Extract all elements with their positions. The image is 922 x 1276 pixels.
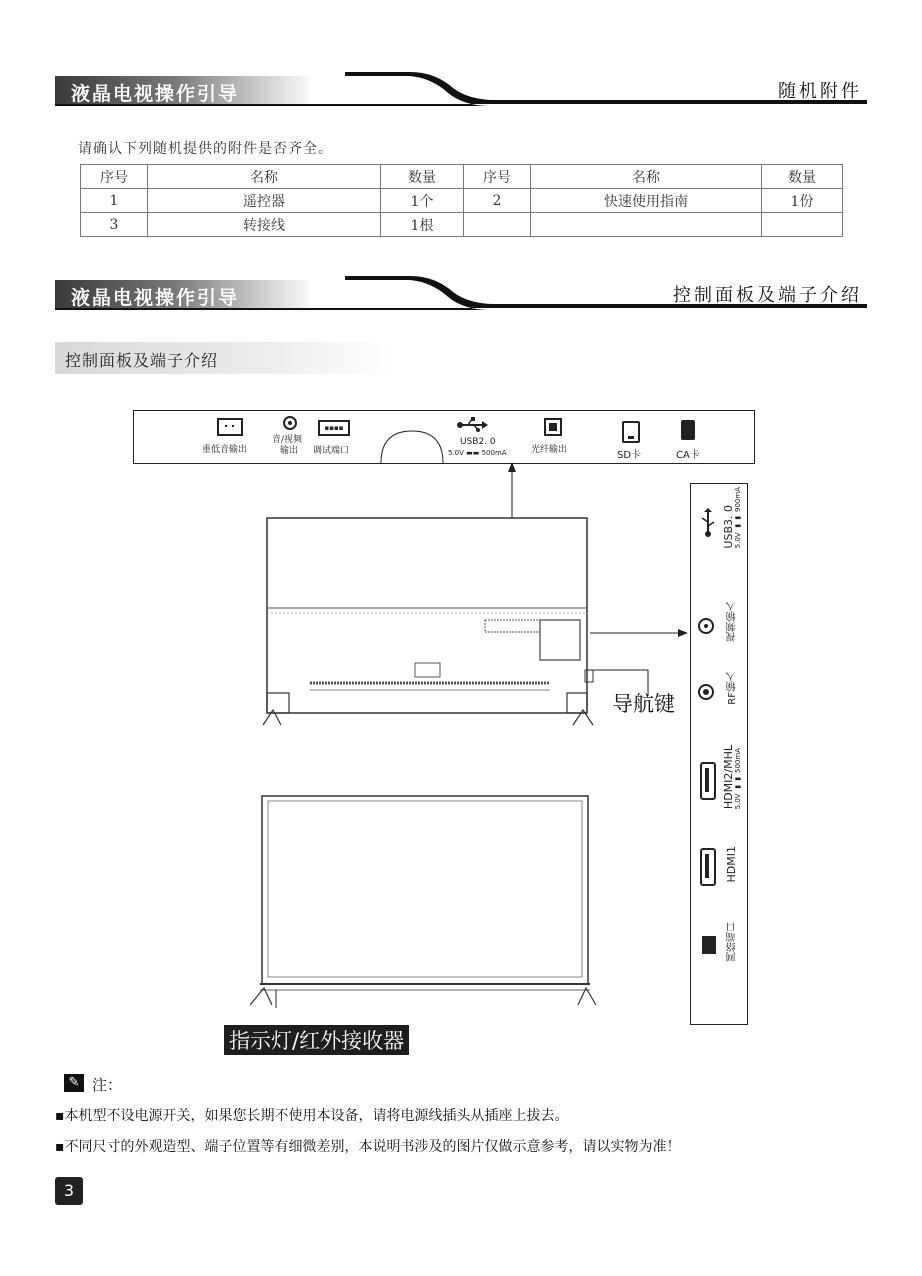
page-number: 3 [55,1177,83,1205]
hdmi1-label: HDMI1 [725,846,738,883]
rf-in-jack-icon [698,684,714,700]
table-cell [762,213,843,237]
network-label: 网络端口 [727,922,738,962]
note-title: 注： [92,1076,123,1094]
section-header-title: 液晶电视操作引导 [71,83,240,105]
usb3-power-label: 5.0V ▬▬ 900mA [734,487,742,549]
nav-key-label: 导航键 [612,692,675,716]
table-header: 名称 [148,165,381,189]
tv-front-illustration [250,793,600,1008]
network-port-icon [702,936,716,954]
subheader-title: 控制面板及端子介绍 [65,351,219,370]
table-cell: 3 [81,213,148,237]
table-cell: 2 [464,189,531,213]
av-out-label: 输出 [280,446,299,456]
sd-card-icon [622,421,640,443]
table-header: 序号 [81,165,148,189]
ca-card-icon [681,420,695,440]
note-line: ▪不同尺寸的外观造型、端子位置等有细微差别，本说明书涉及的图片仅做示意参考，请以实物为准！ [55,1139,681,1155]
tv-back-illustration [255,515,605,730]
debug-port-label: 调试端口 [313,446,350,456]
sd-card-label: SD卡 [617,450,642,461]
note-pencil-icon: ✎ [64,1074,84,1092]
panel-notch [379,429,445,463]
table-header: 名称 [531,165,762,189]
rf-in-label: RF输入 [727,672,738,705]
section-header-right: 随机附件 [778,81,862,102]
table-cell: 转接线 [148,213,381,237]
table-header: 序号 [464,165,531,189]
section-header-right: 控制面板及端子介绍 [673,285,862,306]
usb3-icon [700,508,716,538]
intro-text: 请确认下列随机提供的附件是否齐全。 [78,141,333,157]
optical-port-icon [544,418,562,436]
accessory-table [80,164,843,237]
av-out-label: 音/视频 [272,435,303,445]
hdmi1-port-icon [700,848,716,886]
hdmi2-label: HDMI2/MHL [722,745,735,810]
header-rule-1 [55,70,867,110]
video-in-jack-icon [698,618,714,634]
table-header: 数量 [762,165,843,189]
subheader [55,342,395,374]
table-cell: 1个 [381,189,464,213]
video-in-label: 视频输入 [727,602,738,642]
side-panel-arrow [590,627,690,639]
hdmi2-power-label: 5.0V ▬▬ 500mA [734,748,742,810]
ca-card-label: CA卡 [676,450,700,461]
table-cell [531,213,762,237]
usb3-label: USB3. 0 [722,505,735,549]
optical-label: 光纤输出 [531,445,568,455]
table-header: 数量 [381,165,464,189]
indicator-label: 指示灯/红外接收器 [224,1025,409,1055]
table-cell: 1份 [762,189,843,213]
hdmi2-port-icon [700,762,716,800]
table-row [81,189,843,213]
table-header-row [81,165,843,189]
subwoofer-label: 重低音输出 [202,445,248,455]
av-out-jack-icon [283,416,297,430]
table-cell: 快速使用指南 [531,189,762,213]
subwoofer-port-icon [217,418,243,436]
table-row [81,213,843,237]
usb2-power-label: 5.0V ▬▬ 500mA [448,449,507,457]
table-cell: 1 [81,189,148,213]
table-cell [464,213,531,237]
debug-port-icon: ▪▪▪▪ [318,420,350,436]
table-cell: 遥控器 [148,189,381,213]
note-line: ▪本机型不设电源开关，如果您长期不使用本设备，请将电源线插头从插座上拔去。 [55,1108,569,1124]
table-cell: 1根 [381,213,464,237]
section-header-title: 液晶电视操作引导 [71,287,240,309]
usb2-label: USB2. 0 [460,437,496,447]
usb-icon [456,417,488,433]
